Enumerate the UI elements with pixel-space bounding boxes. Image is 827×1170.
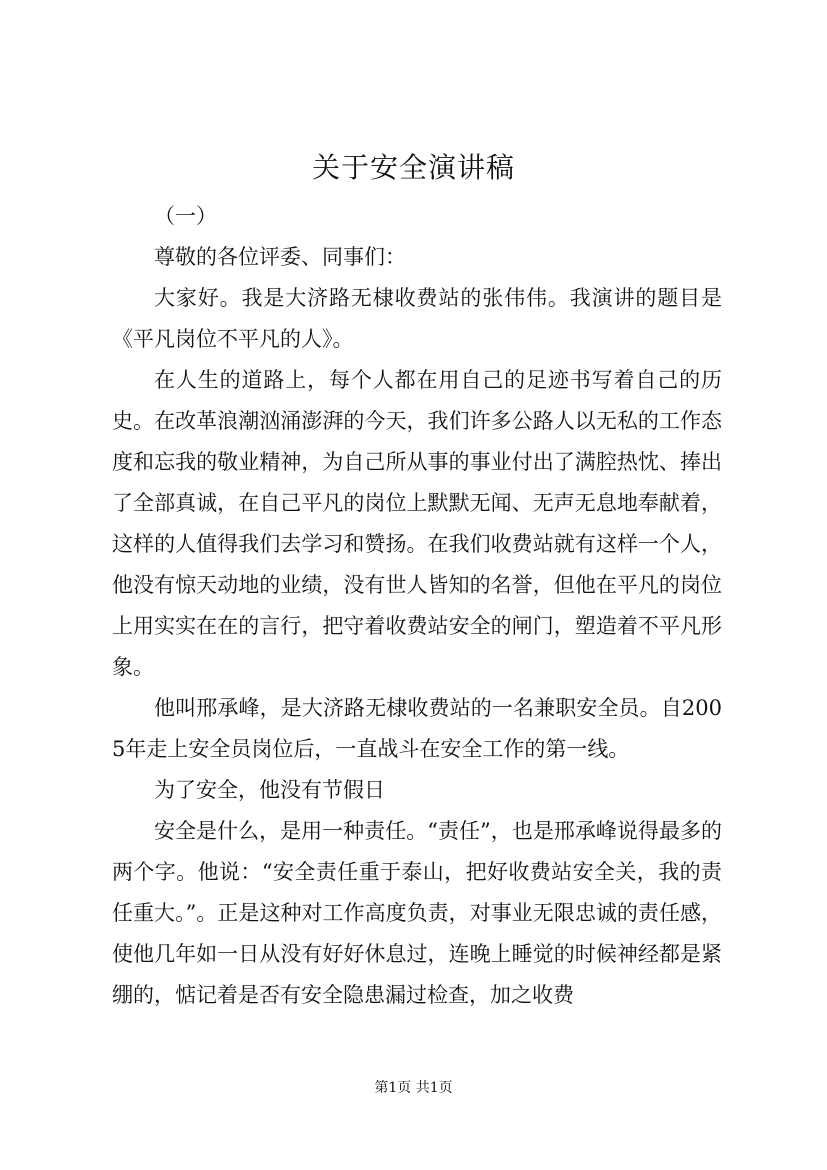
page-footer: 第1页 共1页 [374,1080,453,1096]
section-heading: 为了安全，他没有节假日 [154,778,385,802]
document-title: 关于安全演讲稿 [311,151,515,184]
salutation: 尊敬的各位评委、同事们： [154,245,406,269]
paragraph-responsibility: 安全是什么，是用一种责任。“责任”，也是邢承峰说得最多的两个字。他说：“安全责任重于泰山，把好收费站安全关，我的责任重大。”。正是这种对工作高度负责，对事业无限忠诚的责任感，使他几年如一日从没有好好休息过，连晚上睡觉的时候神经都是紧绷的，惦记着是否有安全隐患漏过检查，加之收费 [112,819,722,1007]
section-number: （一） [154,204,217,228]
paragraph-person: 他叫邢承峰，是大济路无棣收费站的一名兼职安全员。自2005年走上安全员岗位后，一直战斗在安全工作的第一线。 [112,696,722,761]
document-body [112,196,722,1016]
paragraph-background: 在人生的道路上，每个人都在用自己的足迹书写着自己的历史。在改革浪潮汹涌澎湃的今天，我们许多公路人以无私的工作态度和忘我的敬业精神，为自己所从事的事业付出了满腔热忱、捧出了全部真诚，在自己平凡的岗位上默默无闻、无声无息地奉献着，这样的人值得我们去学习和赞扬。在我们收费站就有这样一个人，他没有惊天动地的业绩，没有世人皆知的名誉，但他在平凡的岗位上用实实在在的言行，把守着收费站安全的闸门，塑造着不平凡形象。 [112,368,722,679]
paragraph-introduction: 大家好。我是大济路无棣收费站的张伟伟。我演讲的题目是《平凡岗位不平凡的人》。 [112,286,722,351]
